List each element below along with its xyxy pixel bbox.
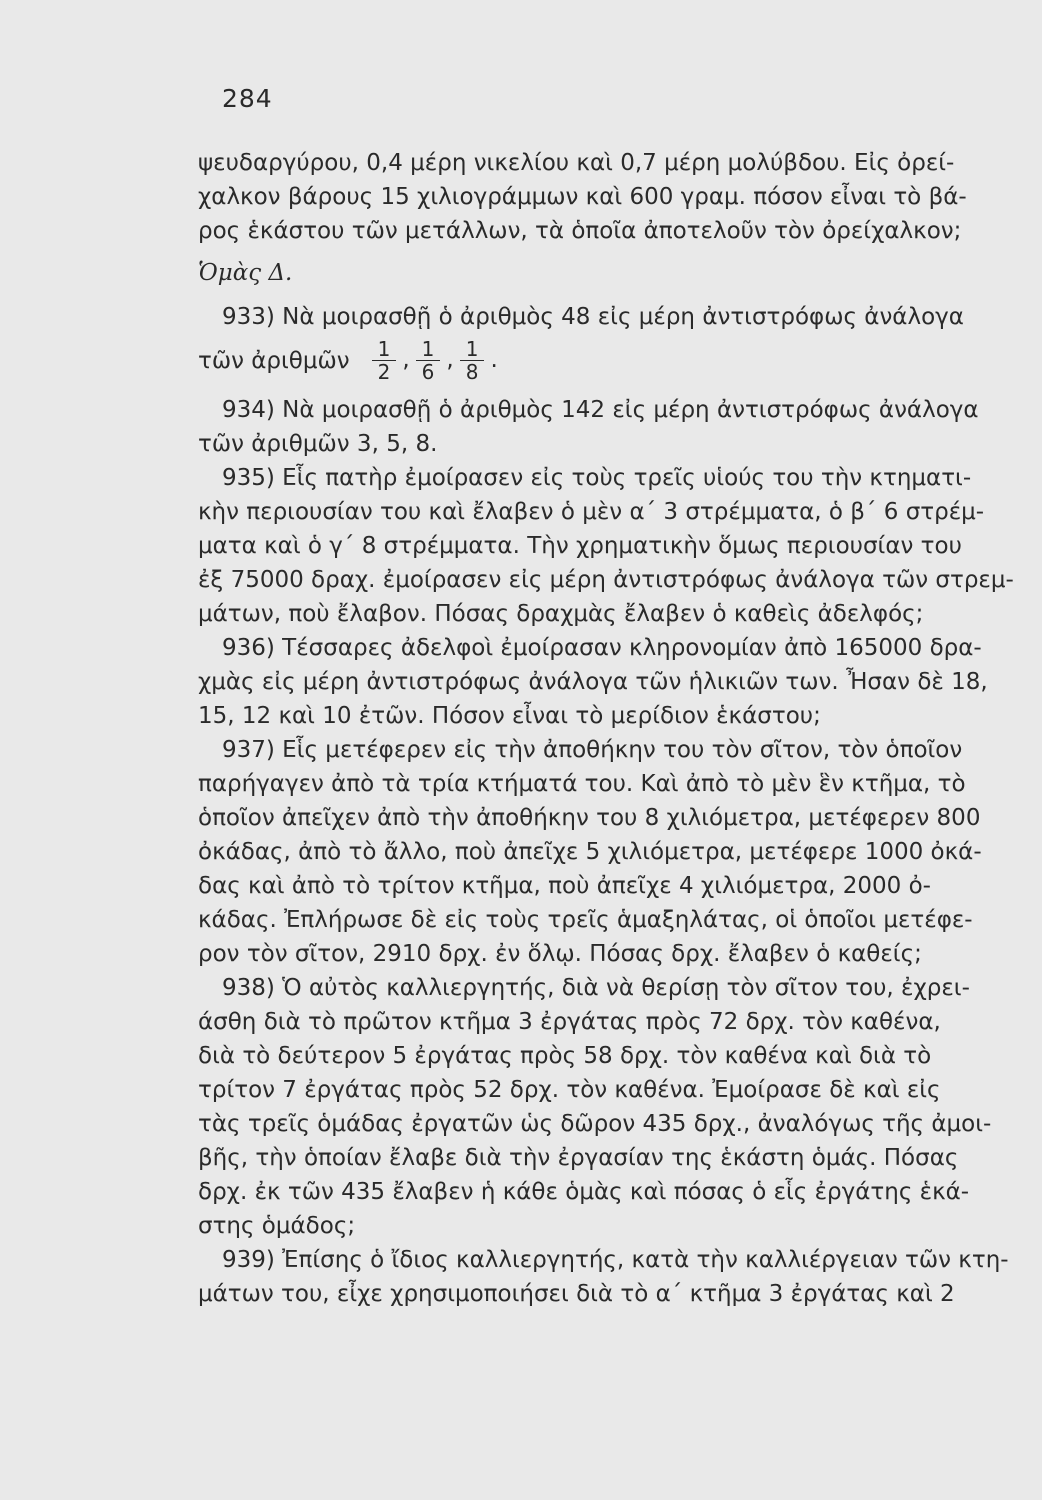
- text-line: 15, 12 καὶ 10 ἐτῶν. Πόσον εἶναι τὸ μερίδιον ἑκάστου;: [198, 703, 821, 729]
- group-heading: Ὁμὰς Δ.: [198, 260, 293, 286]
- fraction: [416, 338, 441, 383]
- text-line: ὀκάδας, ἀπὸ τὸ ἄλλο, ποὺ ἀπεῖχε 5 χιλιόμετρα, μετέφερε 1000 ὀκά-: [198, 839, 982, 865]
- text-line: τῶν ἀριθμῶν: [198, 347, 350, 374]
- fraction: [372, 338, 397, 383]
- fraction-denominator: 2: [377, 360, 391, 384]
- text-line: άσθη διὰ τὸ πρῶτον κτῆμα 3 ἐργάτας πρὸς 72 δρχ. τὸν καθένα,: [198, 1009, 941, 1035]
- text-line: ψευδαργύρου, 0,4 μέρη νικελίου καὶ 0,7 μέρη μολύβδου. Εἰς ὀρεί-: [198, 150, 955, 176]
- text-line: 938) Ὁ αὐτὸς καλλιεργητής, διὰ νὰ θερίσῃ τὸν σῖτον του, ἐχρει-: [222, 975, 970, 1001]
- text-line: 935) Εἷς πατὴρ ἐμοίρασεν εἰς τοὺς τρεῖς υἱούς του τὴν κτηματι-: [222, 465, 972, 491]
- comma: ,: [402, 347, 410, 373]
- exercise-937: [198, 733, 1018, 971]
- text-line: βῆς, τὴν ὁποίαν ἔλαβε διὰ τὴν ἐργασίαν της ἑκάστη ὁμάς. Πόσας: [198, 1145, 959, 1171]
- comma: ,: [446, 347, 454, 373]
- text-line: δας καὶ ἀπὸ τὸ τρίτον κτῆμα, ποὺ ἀπεῖχε 4 χιλιόμετρα, 2000 ὀ-: [198, 873, 931, 899]
- page-number: 284: [222, 84, 273, 113]
- page-body: [198, 146, 1018, 1311]
- text-line: ἐξ 75000 δραχ. ἐμοίρασεν εἰς μέρη ἀντιστρόφως ἀνάλογα τῶν στρεμ-: [198, 567, 1014, 593]
- text-line: χαλκον βάρους 15 χιλιογράμμων καὶ 600 γραμ. πόσον εἶναι τὸ βά-: [198, 184, 967, 210]
- exercise-935: [198, 461, 1018, 631]
- text-line: κάδας. Ἐπλήρωσε δὲ εἰς τοὺς τρεῖς ἁμαξηλάτας, οἱ ὁποῖοι μετέφε-: [198, 907, 973, 933]
- text-line: διὰ τὸ δεύτερον 5 ἐργάτας πρὸς 58 δρχ. τὸν καθένα καὶ διὰ τὸ: [198, 1043, 932, 1069]
- text-line: 933) Νὰ μοιρασθῇ ὁ ἀριθμὸς 48 εἰς μέρη ἀντιστρόφως ἀνάλογα: [222, 304, 964, 330]
- exercise-936: [198, 631, 1018, 733]
- fraction: [460, 338, 485, 383]
- text-line: ρος ἑκάστου τῶν μετάλλων, τὰ ὁποῖα ἀποτελοῦν τὸν ὀρείχαλκον;: [198, 218, 962, 244]
- fraction-line: [198, 338, 1018, 383]
- text-line: δρχ. ἐκ τῶν 435 ἔλαβεν ἡ κάθε ὁμὰς καὶ πόσας ὁ εἷς ἐργάτης ἑκά-: [198, 1179, 970, 1205]
- intro-paragraph: [198, 146, 1018, 248]
- text-line: 939) Ἐπίσης ὁ ἴδιος καλλιεργητής, κατὰ τὴν καλλιέργειαν τῶν κτη-: [222, 1247, 1009, 1273]
- text-line: 937) Εἷς μετέφερεν εἰς τὴν ἀποθήκην του τὸν σῖτον, τὸν ὁποῖον: [222, 737, 963, 763]
- text-line: μάτων του, εἶχε χρησιμοποιήσει διὰ τὸ α΄ κτῆμα 3 ἐργάτας καὶ 2: [198, 1281, 955, 1307]
- text-line: 934) Νὰ μοιρασθῇ ὁ ἀριθμὸς 142 εἰς μέρη ἀντιστρόφως ἀνάλογα: [222, 397, 979, 423]
- period: .: [490, 347, 498, 373]
- text-line: μάτων, ποὺ ἔλαβον. Πόσας δραχμὰς ἔλαβεν ὁ καθεὶς ἀδελφός;: [198, 601, 924, 627]
- text-line: παρήγαγεν ἀπὸ τὰ τρία κτήματά του. Καὶ ἀπὸ τὸ μὲν ἓν κτῆμα, τὸ: [198, 771, 966, 797]
- fraction-numerator: 1: [372, 338, 397, 361]
- exercise-934: [198, 393, 1018, 461]
- fraction-denominator: 6: [421, 360, 435, 384]
- text-line: 936) Τέσσαρες ἀδελφοὶ ἐμοίρασαν κληρονομίαν ἀπὸ 165000 δρα-: [222, 635, 982, 661]
- fraction-denominator: 8: [465, 360, 479, 384]
- text-line: τῶν ἀριθμῶν 3, 5, 8.: [198, 431, 438, 457]
- text-line: ρον τὸν σῖτον, 2910 δρχ. ἐν ὅλῳ. Πόσας δρχ. ἔλαβεν ὁ καθείς;: [198, 941, 922, 967]
- fraction-numerator: 1: [460, 338, 485, 361]
- text-line: ὁποῖον ἀπεῖχεν ἀπὸ τὴν ἀποθήκην του 8 χιλιόμετρα, μετέφερεν 800: [198, 805, 981, 831]
- exercise-939: [198, 1243, 1018, 1311]
- text-line: ματα καὶ ὁ γ΄ 8 στρέμματα. Τὴν χρηματικὴν ὅμως περιουσίαν του: [198, 533, 962, 559]
- fraction-numerator: 1: [416, 338, 441, 361]
- text-line: τρίτον 7 ἐργάτας πρὸς 52 δρχ. τὸν καθένα. Ἐμοίρασε δὲ καὶ εἰς: [198, 1077, 941, 1103]
- text-line: τὰς τρεῖς ὁμάδας ἐργατῶν ὡς δῶρον 435 δρχ., ἀναλόγως τῆς ἀμοι-: [198, 1111, 992, 1137]
- exercise-933: [198, 300, 1018, 383]
- text-line: στης ὁμάδος;: [198, 1213, 356, 1239]
- exercise-938: [198, 971, 1018, 1243]
- text-line: κὴν περιουσίαν του καὶ ἔλαβεν ὁ μὲν α΄ 3 στρέμματα, ὁ β΄ 6 στρέμ-: [198, 499, 985, 525]
- text-line: χμὰς εἰς μέρη ἀντιστρόφως ἀνάλογα τῶν ἡλικιῶν των. Ἦσαν δὲ 18,: [198, 669, 988, 695]
